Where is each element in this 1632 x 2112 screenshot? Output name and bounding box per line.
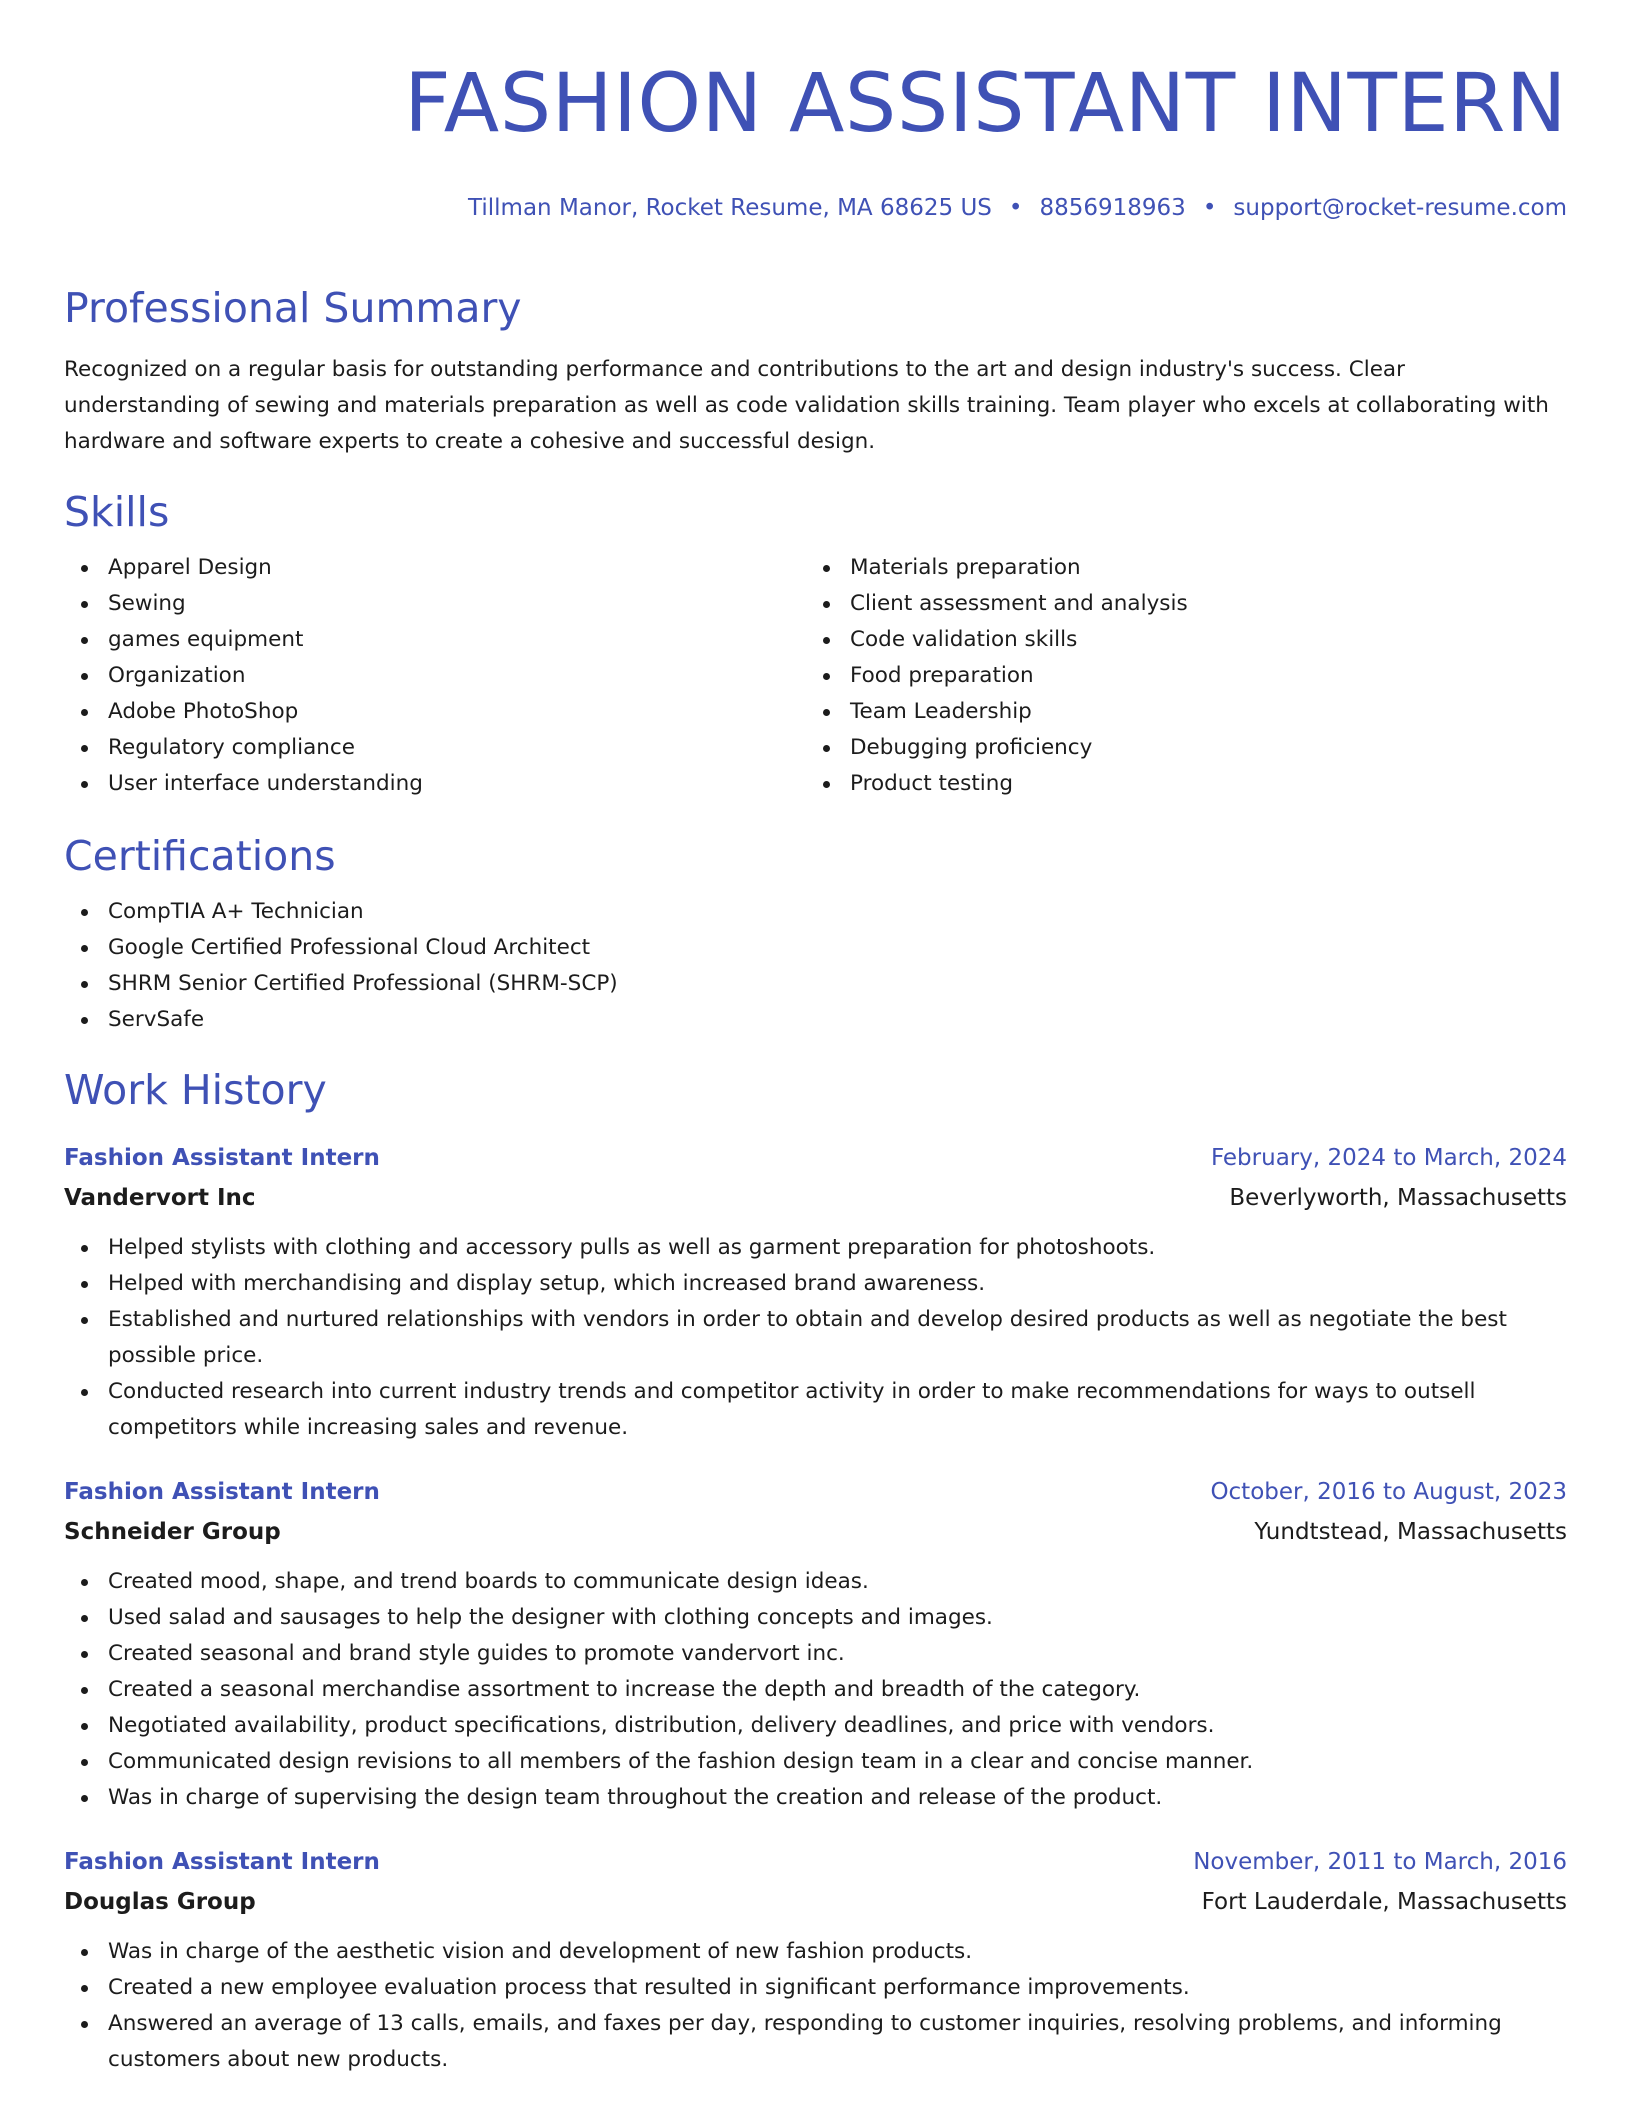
skill-item: Sewing	[64, 586, 806, 622]
skill-item: Client assessment and analysis	[806, 586, 1548, 622]
contact-separator: •	[1202, 195, 1217, 221]
section-title-summary: Professional Summary	[64, 284, 522, 332]
job-company: Schneider Group	[64, 1519, 281, 1545]
skill-item: Product testing	[806, 766, 1548, 802]
certifications-list	[64, 894, 1567, 1038]
job-bullet: Created a seasonal merchandise assortment to increase the depth and breadth of the category.	[64, 1672, 1567, 1708]
skill-item: Regulatory compliance	[64, 730, 806, 766]
resume-page	[64, 0, 1567, 2078]
job-bullet: Answered an average of 13 calls, emails, and faxes per day, responding to customer inquiries, resolving problems, and informing customers about new products.	[64, 2006, 1567, 2078]
job-entry	[64, 1846, 1567, 2078]
job-company: Vandervort Inc	[64, 1185, 256, 1211]
job-bullet: Helped stylists with clothing and accessory pulls as well as garment preparation for photoshoots.	[64, 1230, 1567, 1266]
contact-address: Tillman Manor, Rocket Resume, MA 68625 US	[468, 195, 992, 221]
skill-item: Materials preparation	[806, 550, 1548, 586]
resume-name: FASHION ASSISTANT INTERN	[404, 57, 1567, 151]
job-bullets	[64, 1564, 1567, 1816]
section-title-work-history: Work History	[64, 1066, 327, 1114]
job-bullet: Established and nurtured relationships with vendors in order to obtain and develop desired products as well as negotiate the best possible price.	[64, 1302, 1567, 1374]
job-location: Fort Lauderdale, Massachusetts	[1201, 1889, 1567, 1915]
job-subheader	[64, 1182, 1567, 1214]
job-subheader	[64, 1886, 1567, 1918]
job-entry	[64, 1476, 1567, 1816]
job-title: Fashion Assistant Intern	[64, 1145, 380, 1171]
job-bullet: Communicated design revisions to all members of the fashion design team in a clear and concise manner.	[64, 1744, 1567, 1780]
job-bullets	[64, 1230, 1567, 1446]
certification-item: SHRM Senior Certified Professional (SHRM-SCP)	[64, 966, 1567, 1002]
certification-item: Google Certified Professional Cloud Architect	[64, 930, 1567, 966]
job-bullet: Helped with merchandising and display setup, which increased brand awareness.	[64, 1266, 1567, 1302]
job-title: Fashion Assistant Intern	[64, 1479, 380, 1505]
job-bullets	[64, 1934, 1567, 2078]
job-bullet: Was in charge of the aesthetic vision and development of new fashion products.	[64, 1934, 1567, 1970]
job-company: Douglas Group	[64, 1889, 256, 1915]
skill-item: Organization	[64, 658, 806, 694]
job-dates: October, 2016 to August, 2023	[1210, 1479, 1567, 1505]
skills-column-left	[64, 550, 806, 802]
job-title: Fashion Assistant Intern	[64, 1849, 380, 1875]
job-header	[64, 1142, 1567, 1174]
skill-item: Team Leadership	[806, 694, 1548, 730]
skill-item: Apparel Design	[64, 550, 806, 586]
skill-item: Code validation skills	[806, 622, 1548, 658]
section-title-skills: Skills	[64, 488, 170, 536]
job-bullet: Was in charge of supervising the design team throughout the creation and release of the product.	[64, 1780, 1567, 1816]
contact-line	[64, 194, 1567, 222]
job-header	[64, 1476, 1567, 1508]
skill-item: Food preparation	[806, 658, 1548, 694]
contact-phone: 8856918963	[1039, 195, 1186, 221]
skill-item: Adobe PhotoShop	[64, 694, 806, 730]
skill-item: Debugging proficiency	[806, 730, 1548, 766]
job-subheader	[64, 1516, 1567, 1548]
job-dates: November, 2011 to March, 2016	[1193, 1849, 1567, 1875]
job-location: Yundtstead, Massachusetts	[1254, 1519, 1567, 1545]
skill-item: games equipment	[64, 622, 806, 658]
job-bullet: Created seasonal and brand style guides to promote vandervort inc.	[64, 1636, 1567, 1672]
contact-email: support@rocket-resume.com	[1233, 195, 1567, 221]
job-location: Beverlyworth, Massachusetts	[1229, 1185, 1567, 1211]
job-bullet: Used salad and sausages to help the designer with clothing concepts and images.	[64, 1600, 1567, 1636]
certification-item: ServSafe	[64, 1002, 1567, 1038]
job-bullet: Negotiated availability, product specifications, distribution, delivery deadlines, and price with vendors.	[64, 1708, 1567, 1744]
summary-text: Recognized on a regular basis for outstanding performance and contributions to the art and design industry's success. Clear understanding of sewing and materials preparation as well as code validation skills training. Team player who excels at collaborating with hardware and software experts to create a cohesive and successful design.	[64, 357, 1549, 454]
skill-item: User interface understanding	[64, 766, 806, 802]
job-entry	[64, 1142, 1567, 1446]
skills-list	[64, 550, 1567, 802]
job-dates: February, 2024 to March, 2024	[1210, 1145, 1567, 1171]
certification-item: CompTIA A+ Technician	[64, 894, 1567, 930]
job-bullet: Created mood, shape, and trend boards to communicate design ideas.	[64, 1564, 1567, 1600]
job-bullet: Conducted research into current industry trends and competitor activity in order to make recommendations for ways to outsell competitors while increasing sales and revenue.	[64, 1374, 1567, 1446]
section-title-certifications: Certifications	[64, 832, 336, 880]
skills-column-right	[806, 550, 1548, 802]
job-bullet: Created a new employee evaluation process that resulted in significant performance improvements.	[64, 1970, 1567, 2006]
contact-separator: •	[1008, 195, 1023, 221]
job-header	[64, 1846, 1567, 1878]
